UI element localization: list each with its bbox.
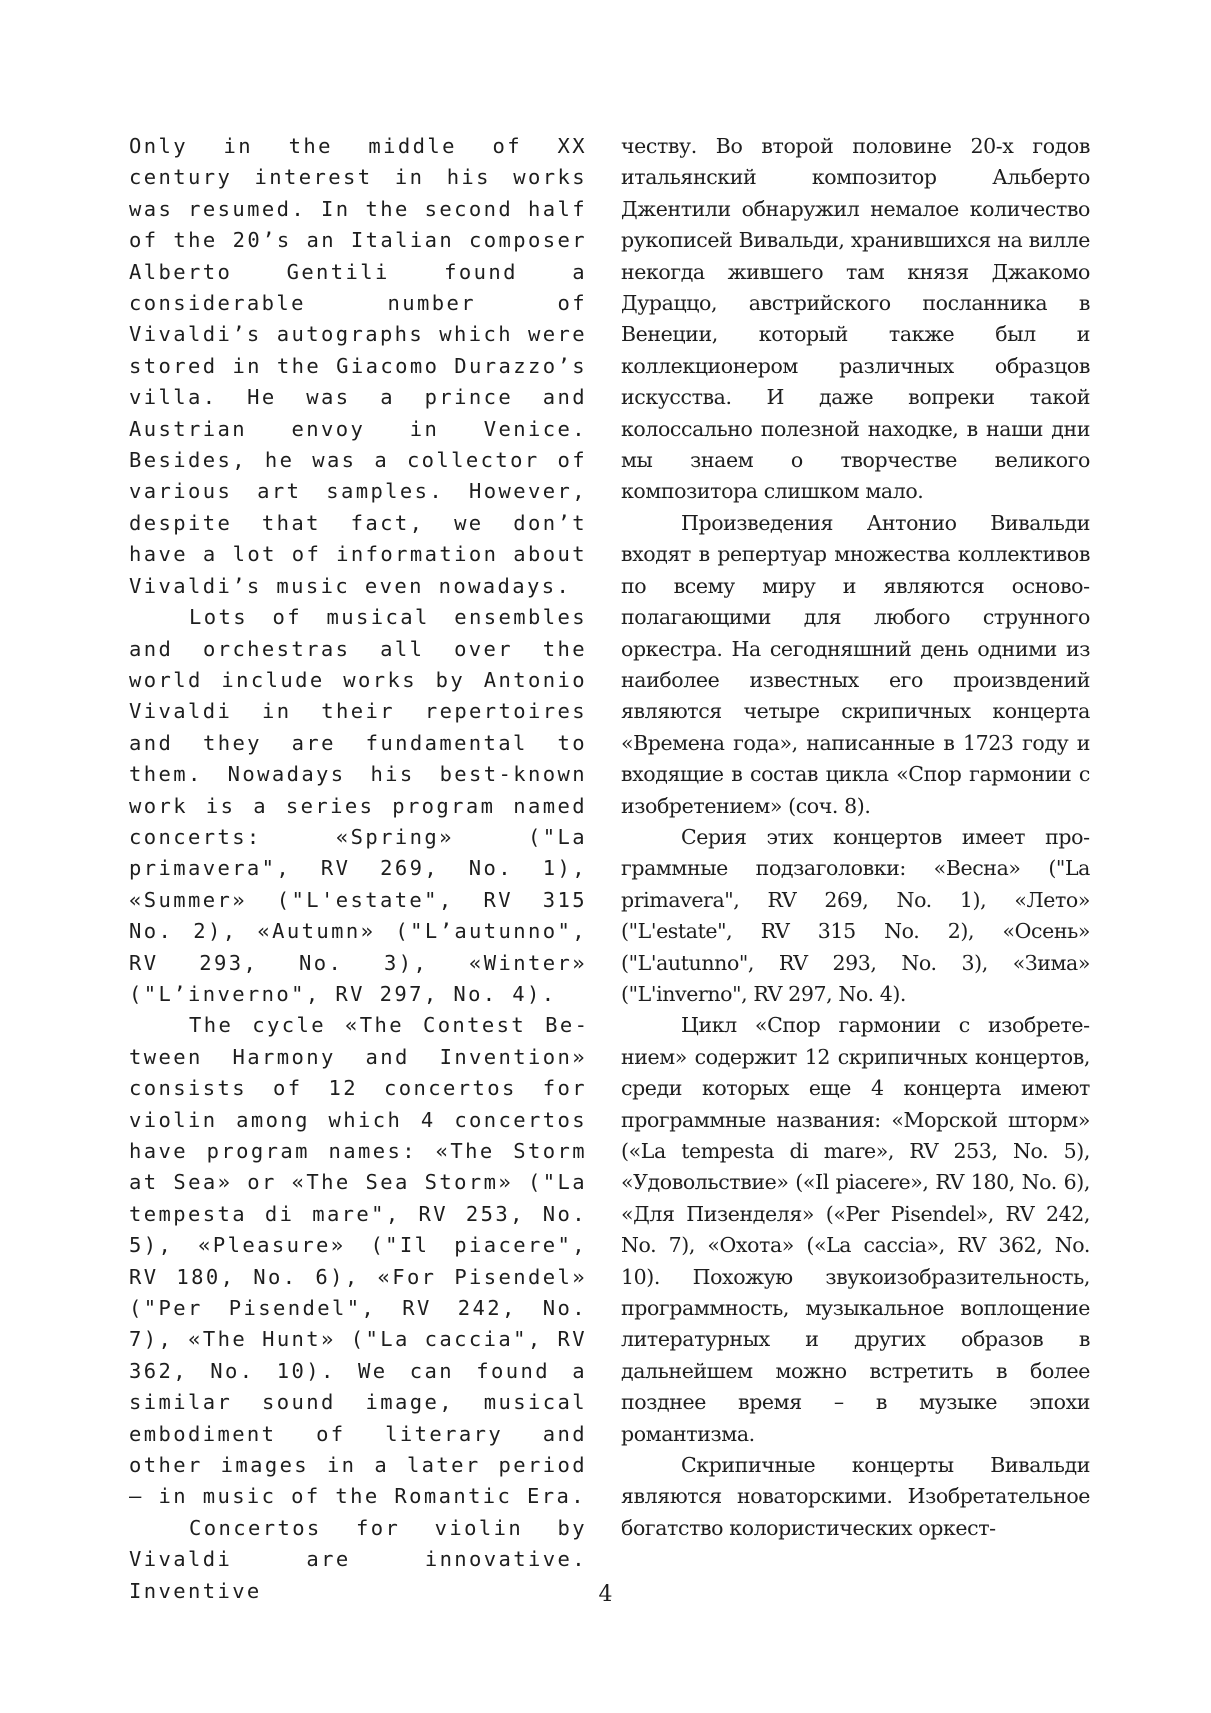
english-paragraph-4: Concertos for violin by Vivaldi are innovative. Inventive	[129, 1515, 587, 1603]
russian-paragraph-5: Скрипичные концерты Вивальди являются новаторскими. Изобретательное богатство колористических оркест-	[621, 1453, 1090, 1540]
russian-paragraph-4: Цикл «Спор гармонии с изобретением» содержит 12 скрипичных концертов, среди которых еще 4 концерта имеют программные названия: «Морской шторм» («La tempesta di mare», RV 253, No. 5), «Удовольствие» («Il piacere», RV 180, No. 6), «Для Пизенделя» («Per Pisendel», RV 242, No. 7), «Охота» («La caccia», RV 362, No. 10). Похожую звукоизобразительность, программность, музыкальное воплощение литературных и других образов в дальнейшем можно встретить в более позднее время – в музыке эпохи романтизма.	[621, 1013, 1090, 1446]
russian-paragraph-2: Произведения Антонио Вивальди входят в репертуар множества коллективов по всему миру и являются основополагающими для любого струнного оркестра. На сегодняшний день одними из наиболее известных его произвдений являются четыре скрипичных концерта «Времена года», написанные в 1723 году и входящие в состав цикла «Спор гармонии с изобретением» (соч. 8).	[621, 510, 1090, 818]
russian-paragraph-1: честву. Во второй половине 20-х годов итальянский композитор Альберто Джентили обнаружил немалое количество рукописей Вивальди, хранившихся на вилле некогда жившего там князя Джакомо Дураццо, австрийского посланника в Венеции, который также был и коллекционером различных образцов искусства. И даже вопреки такой колоссально полезной находке, в наши дни мы знаем о творчестве великого композитора слишком мало.	[621, 134, 1090, 504]
russian-paragraph-3: Серия этих концертов имеет программные подзаголовки: «Весна» ("La primavera", RV 269, No. 1), «Лето» ("L'estate", RV 315 No. 2), «Осень» ("L'autunno", RV 293, No. 3), «Зима» ("L'inverno", RV 297, No. 4).	[621, 824, 1090, 1006]
english-paragraph-1: Only in the middle of XX century interest in his works was resumed. In the second half of the 20’s an Italian composer Alberto Gentili found a considerable number of Vivaldi’s autographs which were stored in the Giacomo Durazzo’s villa. He was a prince and Austrian envoy in Venice. Besides, he was a collector of various art samples. However, despite that fact, we don’t have a lot of information about Vivaldi’s music even nowadays.	[129, 134, 587, 598]
russian-text-column	[621, 131, 1090, 1544]
english-text-column	[129, 131, 587, 1607]
english-paragraph-2: Lots of musical ensembles and orchestras all over the world include works by Antonio Vivaldi in their repertoires and they are fundamental to them. Nowadays his best-known work is a series program named concerts: «Spring» ("La primavera", RV 269, No. 1), «Summer» ("L'estate", RV 315 No. 2), «Autumn» ("L’autunno", RV 293, No. 3), «Winter» ("L’inverno", RV 297, No. 4).	[129, 605, 587, 1006]
page-number: 4	[598, 1582, 613, 1607]
english-paragraph-3: The cycle «The Contest Between Harmony and Invention» consists of 12 concertos for violin among which 4 concertos have program names: «The Storm at Sea» or «The Sea Storm» ("La tempesta di mare", RV 253, No. 5), «Pleasure» ("Il piacere", RV 180, No. 6), «For Pisendel» ("Per Pisendel", RV 242, No. 7), «The Hunt» ("La caccia", RV 362, No. 10). We can found a similar sound image, musical embodiment of literary and other images in a later period – in music of the Romantic Era.	[129, 1013, 587, 1509]
